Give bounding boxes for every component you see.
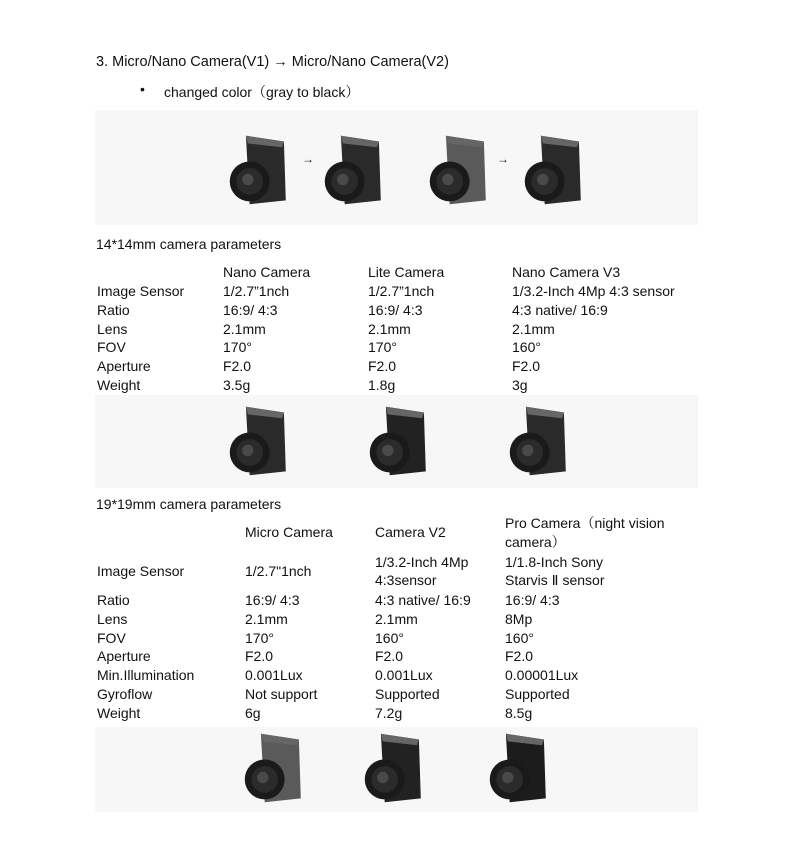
cell: 1.8g (368, 377, 396, 393)
cell: 0.00001Lux (505, 667, 579, 684)
row-label: Weight (97, 377, 141, 393)
row-label: Ratio (97, 592, 130, 608)
color-change-photo (95, 110, 698, 225)
cell: Not support (245, 686, 318, 702)
cell: 3g (512, 377, 528, 393)
row-label: Aperture (97, 358, 151, 375)
row-label: Min.Illumination (97, 667, 195, 684)
arrow-icon: → (497, 152, 509, 166)
row-label: Lens (97, 320, 128, 337)
cell: 0.001Lux (245, 667, 303, 684)
cell: F2.0 (223, 358, 252, 375)
camera-image (505, 403, 572, 482)
camera-image (365, 403, 432, 482)
cell: F2.0 (245, 648, 274, 665)
col-header: Lite Camera (368, 264, 445, 280)
col-header: Nano Camera V3 (512, 264, 621, 280)
cell: 1/2.7"1nch (245, 563, 312, 579)
cell: 1/3.2-Inch 4Mp (375, 554, 469, 570)
cell: 160° (512, 339, 541, 356)
camera-image (225, 403, 292, 482)
section1-title: 14*14mm camera parameters (96, 236, 282, 252)
row-label: Image Sensor (97, 563, 185, 579)
cell: 4:3 native/ 16:9 (375, 592, 471, 608)
camera-image (360, 730, 427, 809)
cell: 2.1mm (368, 320, 411, 337)
cell: Starvis Ⅱ sensor (505, 572, 605, 588)
camera-image (485, 730, 552, 809)
cell: 16:9/ 4:3 (223, 301, 278, 318)
cell: 1/3.2-Inch 4Mp 4:3 sensor (512, 283, 675, 299)
cell: 2.1mm (375, 610, 418, 627)
cell: 16:9/ 4:3 (368, 301, 423, 318)
row-label: FOV (97, 339, 126, 356)
cell: 6g (245, 704, 261, 721)
cell: 8.5g (505, 704, 533, 721)
col-header: Nano Camera (223, 264, 311, 280)
arrow-icon: → (302, 152, 314, 166)
cell: 170° (223, 339, 252, 356)
cell: F2.0 (505, 648, 534, 665)
cell: 170° (368, 339, 397, 356)
camera-image (225, 132, 292, 211)
cell: 160° (505, 629, 534, 646)
cell: 1/1.8-Inch Sony (505, 554, 604, 570)
row-label: Gyroflow (97, 686, 153, 702)
14mm-cameras-photo (95, 395, 698, 488)
19mm-cameras-photo (95, 727, 698, 812)
cell: 160° (375, 629, 404, 646)
col-header: Micro Camera (245, 524, 333, 540)
cell: 16:9/ 4:3 (505, 592, 560, 608)
camera-image (320, 132, 387, 211)
cell: 4:3 native/ 16:9 (512, 301, 608, 318)
cell: 2.1mm (223, 320, 266, 337)
cell: 1/2.7”1nch (368, 283, 435, 299)
cell: 0.001Lux (375, 667, 433, 684)
row-label: Aperture (97, 648, 151, 665)
cell: 1/2.7”1nch (223, 283, 290, 299)
cell: Supported (505, 686, 570, 702)
section2-title: 19*19mm camera parameters (96, 496, 282, 512)
row-label: FOV (97, 629, 126, 646)
cell: 4:3sensor (375, 572, 437, 588)
cell: F2.0 (375, 648, 404, 665)
row-label: Weight (97, 704, 141, 721)
cell: Supported (375, 686, 440, 702)
cell: 16:9/ 4:3 (245, 592, 300, 608)
row-label: Lens (97, 610, 128, 627)
cell: F2.0 (512, 358, 541, 375)
bullet-dot: • (140, 81, 145, 97)
col-header: camera） (505, 534, 566, 550)
bullet-text: changed color（gray to black） (164, 84, 360, 100)
camera-image (425, 132, 492, 211)
cell: 2.1mm (245, 610, 288, 627)
cell: 2.1mm (512, 320, 555, 337)
cell: 170° (245, 629, 274, 646)
cell: 8Mp (505, 610, 533, 627)
col-header: Pro Camera（night vision (505, 515, 665, 531)
camera-image (240, 730, 307, 809)
cell: 3.5g (223, 377, 251, 393)
cell: 7.2g (375, 704, 403, 721)
col-header: Camera V2 (375, 524, 446, 540)
camera-image (520, 132, 587, 211)
row-label: Ratio (97, 301, 130, 318)
cell: F2.0 (368, 358, 397, 375)
section-heading: 3. Micro/Nano Camera(V1) → Micro/Nano Camera(V2) (96, 54, 449, 70)
row-label: Image Sensor (97, 283, 185, 299)
